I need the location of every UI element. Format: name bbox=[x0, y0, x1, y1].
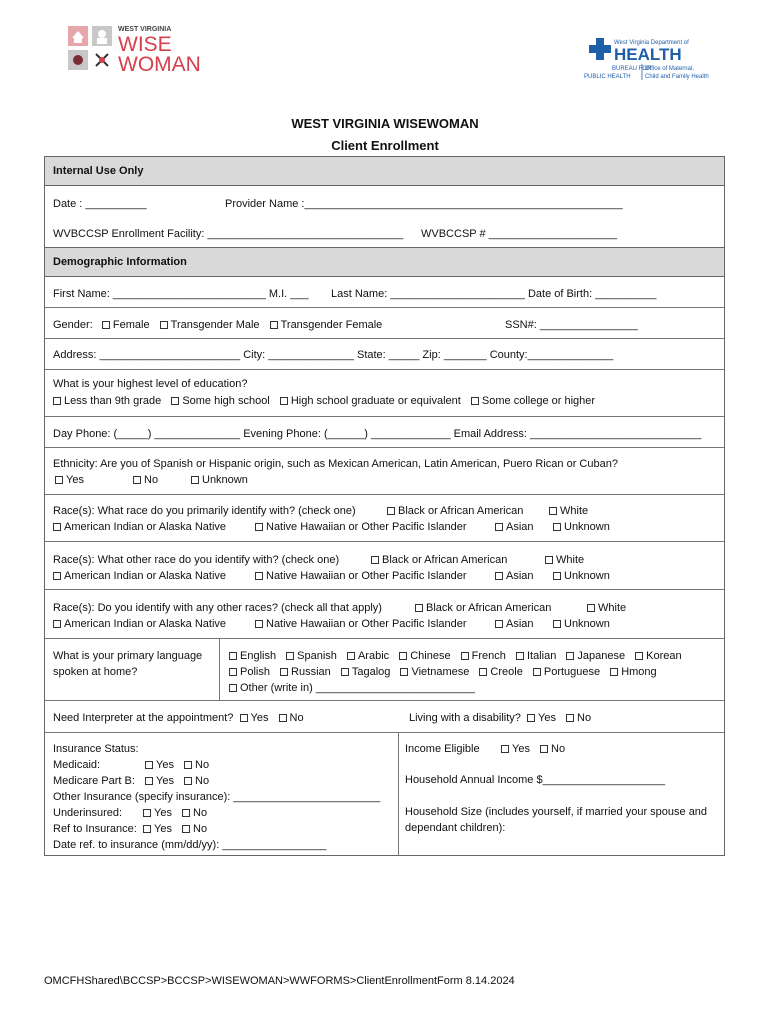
lang-english-checkbox[interactable] bbox=[229, 652, 237, 660]
ref-insurance-no-checkbox[interactable] bbox=[182, 825, 190, 833]
lang-japanese-label: Japanese bbox=[577, 650, 626, 662]
lang-vietnamese-checkbox[interactable] bbox=[400, 668, 408, 676]
interpreter-yes-checkbox[interactable] bbox=[240, 714, 248, 722]
wisewoman-logo bbox=[66, 22, 226, 74]
medicaid-label: Medicaid: bbox=[53, 759, 101, 771]
divider-vertical bbox=[398, 732, 399, 856]
race2-black-option bbox=[371, 553, 507, 567]
race3-nhpi-label: Native Hawaiian or Other Pacific Islander bbox=[266, 618, 467, 630]
race1-black-option bbox=[387, 504, 523, 518]
enrollment-form bbox=[44, 156, 725, 856]
race3-asian-checkbox[interactable] bbox=[495, 620, 503, 628]
disability-no-checkbox[interactable] bbox=[566, 714, 574, 722]
first-name-field[interactable]: First Name: _________________________ M.I. ___ bbox=[53, 288, 309, 300]
lang-russian-label: Russian bbox=[291, 666, 331, 678]
edu-college-checkbox[interactable] bbox=[471, 397, 479, 405]
lang-polish-checkbox[interactable] bbox=[229, 668, 237, 676]
race3-nhpi-option bbox=[255, 617, 467, 631]
edu-hs-grad-checkbox[interactable] bbox=[280, 397, 288, 405]
disability-yes-label: Yes bbox=[538, 712, 556, 724]
race1-aian-checkbox[interactable] bbox=[53, 523, 61, 531]
wisewoman-logo-mark bbox=[66, 22, 226, 74]
race2-aian-checkbox[interactable] bbox=[53, 572, 61, 580]
lang-portuguese-label: Portuguese bbox=[543, 666, 601, 678]
form-title: WEST VIRGINIA WISEWOMAN bbox=[291, 116, 479, 131]
lang-hmong-checkbox[interactable] bbox=[610, 668, 618, 676]
ethnicity-no-label: No bbox=[144, 474, 159, 486]
race2-nhpi-option bbox=[255, 569, 467, 583]
language-question-2: spoken at home? bbox=[53, 666, 138, 678]
edu-less-9th-checkbox[interactable] bbox=[53, 397, 61, 405]
race1-asian-checkbox[interactable] bbox=[495, 523, 503, 531]
ethnicity-no-option bbox=[133, 473, 158, 487]
form-subtitle: Client Enrollment bbox=[331, 138, 439, 153]
language-row-2 bbox=[229, 665, 657, 679]
logo-wise-text: WISE bbox=[118, 33, 172, 56]
race3-black-checkbox[interactable] bbox=[415, 604, 423, 612]
race1-nhpi-option bbox=[255, 520, 467, 534]
race1-white-label: White bbox=[560, 505, 589, 517]
interpreter-no-checkbox[interactable] bbox=[279, 714, 287, 722]
lang-french-checkbox[interactable] bbox=[461, 652, 469, 660]
race3-white-checkbox[interactable] bbox=[587, 604, 595, 612]
lang-italian-label: Italian bbox=[526, 650, 557, 662]
divider bbox=[45, 700, 724, 701]
lang-creole-label: Creole bbox=[490, 666, 523, 678]
language-other-option bbox=[229, 681, 475, 695]
divider bbox=[45, 638, 724, 639]
race-other-question: Race(s): What other race do you identify with? (check one) bbox=[53, 554, 340, 566]
medicare-label: Medicare Part B: bbox=[53, 775, 135, 787]
gender-trans-female-label: Transgender Female bbox=[280, 319, 383, 331]
lang-english-label: English bbox=[240, 650, 277, 662]
education-question: What is your highest level of education? bbox=[53, 378, 248, 390]
disability-no-label: No bbox=[577, 712, 592, 724]
race3-unknown-checkbox[interactable] bbox=[553, 620, 561, 628]
race2-unknown-option bbox=[553, 569, 610, 583]
lang-french-label: French bbox=[471, 650, 506, 662]
race2-black-checkbox[interactable] bbox=[371, 556, 379, 564]
ssn-field[interactable]: SSN#: ________________ bbox=[505, 319, 638, 331]
ethnicity-unknown-option bbox=[191, 473, 248, 487]
race3-unknown-option bbox=[553, 617, 610, 631]
medicaid-yes-checkbox[interactable] bbox=[145, 761, 153, 769]
medicare-yes-checkbox[interactable] bbox=[145, 777, 153, 785]
ethnicity-yes-checkbox[interactable] bbox=[55, 476, 63, 484]
race2-aian-label: American Indian or Alaska Native bbox=[64, 570, 227, 582]
ethnicity-options bbox=[55, 473, 84, 487]
race1-white-option bbox=[549, 504, 588, 518]
race2-aian-option bbox=[53, 569, 226, 583]
ref-insurance-label: Ref to Insurance: bbox=[53, 823, 137, 835]
lang-korean-checkbox[interactable] bbox=[635, 652, 643, 660]
section-demographic: Demographic Information bbox=[45, 247, 724, 277]
lang-creole-checkbox[interactable] bbox=[479, 668, 487, 676]
underinsured-options bbox=[143, 806, 207, 820]
race1-black-checkbox[interactable] bbox=[387, 507, 395, 515]
race3-asian-label: Asian bbox=[506, 618, 534, 630]
ref-insurance-no-label: No bbox=[193, 823, 208, 835]
lang-arabic-label: Arabic bbox=[357, 650, 390, 662]
interpreter-question: Need Interpreter at the appointment? bbox=[53, 712, 234, 724]
address-row[interactable]: Address: _______________________ City: ______________ State: _____ Zip: _______ County:______________ bbox=[53, 349, 614, 361]
lang-portuguese-checkbox[interactable] bbox=[533, 668, 541, 676]
logo-small-text: WEST VIRGINIA bbox=[118, 26, 172, 33]
lang-spanish-checkbox[interactable] bbox=[286, 652, 294, 660]
medicaid-no-checkbox[interactable] bbox=[184, 761, 192, 769]
divider bbox=[45, 369, 724, 370]
lang-tagalog-checkbox[interactable] bbox=[341, 668, 349, 676]
income-eligible-yes-label: Yes bbox=[512, 743, 530, 755]
disability-row bbox=[409, 711, 591, 725]
ref-insurance-yes-label: Yes bbox=[154, 823, 172, 835]
edu-some-hs-checkbox[interactable] bbox=[171, 397, 179, 405]
gender-trans-female-checkbox[interactable] bbox=[270, 321, 278, 329]
lang-other-field[interactable]: Other (write in) __________________________ bbox=[240, 682, 475, 694]
underinsured-no-label: No bbox=[193, 807, 208, 819]
date-ref-insurance-field[interactable]: Date ref. to insurance (mm/dd/yy): _________________ bbox=[53, 839, 327, 851]
household-income-field[interactable]: Household Annual Income $____________________ bbox=[405, 774, 665, 786]
race3-asian-option bbox=[495, 617, 534, 631]
medicaid-yes-label: Yes bbox=[156, 759, 174, 771]
gender-trans-male-checkbox[interactable] bbox=[160, 321, 168, 329]
lang-hmong-label: Hmong bbox=[621, 666, 657, 678]
provider-name-field[interactable]: Provider Name :____________________________________________________ bbox=[225, 198, 623, 210]
logo-office-text-2: Child and Family Health bbox=[645, 74, 709, 80]
race3-black-label: Black or African American bbox=[426, 602, 552, 614]
gender-label: Gender: bbox=[53, 319, 93, 331]
disability-yes-checkbox[interactable] bbox=[527, 714, 535, 722]
race3-aian-checkbox[interactable] bbox=[53, 620, 61, 628]
lang-chinese-label: Chinese bbox=[410, 650, 451, 662]
underinsured-yes-label: Yes bbox=[154, 807, 172, 819]
race1-asian-label: Asian bbox=[506, 521, 534, 533]
race2-asian-checkbox[interactable] bbox=[495, 572, 503, 580]
race3-white-option bbox=[587, 601, 626, 615]
logo-health-text: HEALTH bbox=[614, 45, 682, 64]
race1-nhpi-label: Native Hawaiian or Other Pacific Islander bbox=[266, 521, 467, 533]
lang-italian-checkbox[interactable] bbox=[516, 652, 524, 660]
race1-unknown-checkbox[interactable] bbox=[553, 523, 561, 531]
logo-department-text: West Virginia Department of bbox=[614, 40, 689, 46]
underinsured-label: Underinsured: bbox=[53, 807, 123, 819]
divider bbox=[45, 589, 724, 590]
race2-white-checkbox[interactable] bbox=[545, 556, 553, 564]
medicare-yes-label: Yes bbox=[156, 775, 174, 787]
ref-insurance-yes-checkbox[interactable] bbox=[143, 825, 151, 833]
race3-unknown-label: Unknown bbox=[564, 618, 610, 630]
footer-path: OMCFHShared\BCCSP>BCCSP>WISEWOMAN>WWFORMS>ClientEnrollmentForm 8.14.2024 bbox=[44, 975, 515, 987]
divider bbox=[45, 732, 724, 733]
race3-white-label: White bbox=[598, 602, 627, 614]
underinsured-yes-checkbox[interactable] bbox=[143, 809, 151, 817]
income-eligible-yes-checkbox[interactable] bbox=[501, 745, 509, 753]
race1-black-label: Black or African American bbox=[398, 505, 524, 517]
ethnicity-no-checkbox[interactable] bbox=[133, 476, 141, 484]
race2-nhpi-label: Native Hawaiian or Other Pacific Islander bbox=[266, 570, 467, 582]
interpreter-row bbox=[53, 711, 304, 725]
race2-white-option bbox=[545, 553, 584, 567]
race2-white-label: White bbox=[556, 554, 585, 566]
income-eligible-no-checkbox[interactable] bbox=[540, 745, 548, 753]
date-field[interactable]: Date : __________ bbox=[53, 198, 147, 210]
income-eligible-label: Income Eligible bbox=[405, 743, 480, 755]
lang-chinese-checkbox[interactable] bbox=[399, 652, 407, 660]
medicare-no-label: No bbox=[195, 775, 210, 787]
ethnicity-unknown-checkbox[interactable] bbox=[191, 476, 199, 484]
wv-health-logo-mark bbox=[584, 36, 724, 82]
ethnicity-yes-label: Yes bbox=[66, 474, 84, 486]
language-question-1: What is your primary language bbox=[53, 650, 203, 662]
edu-some-hs-label: Some high school bbox=[182, 395, 270, 407]
section-internal-use: Internal Use Only bbox=[45, 156, 724, 186]
ethnicity-question: Ethnicity: Are you of Spanish or Hispanic origin, such as Mexican American, Latin American, Puero Rican or Cuban? bbox=[53, 458, 618, 470]
medicaid-no-label: No bbox=[195, 759, 210, 771]
household-size-label-1: Household Size (includes yourself, if married your spouse and bbox=[405, 806, 708, 818]
race1-unknown-label: Unknown bbox=[564, 521, 610, 533]
race-primary-question: Race(s): What race do you primarily identify with? (check one) bbox=[53, 505, 356, 517]
household-size-label-2: dependant children): bbox=[405, 822, 506, 834]
race1-aian-label: American Indian or Alaska Native bbox=[64, 521, 227, 533]
medicare-options bbox=[145, 774, 209, 788]
race1-asian-option bbox=[495, 520, 534, 534]
phone-email-row[interactable]: Day Phone: (_____) ______________ Evening Phone: (______) _____________ Email Address: ____________________________ bbox=[53, 428, 702, 440]
race3-aian-option bbox=[53, 617, 226, 631]
lang-other-checkbox[interactable] bbox=[229, 684, 237, 692]
gender-female-label: Female bbox=[112, 319, 150, 331]
ethnicity-unknown-label: Unknown bbox=[202, 474, 248, 486]
interpreter-no-label: No bbox=[289, 712, 304, 724]
race3-black-option bbox=[415, 601, 551, 615]
ref-insurance-options bbox=[143, 822, 207, 836]
race2-black-label: Black or African American bbox=[382, 554, 508, 566]
divider bbox=[45, 338, 724, 339]
divider-vertical bbox=[219, 638, 220, 700]
logo-bureau-text: BUREAU FOR bbox=[612, 66, 652, 72]
lang-russian-checkbox[interactable] bbox=[280, 668, 288, 676]
edu-hs-grad-label: High school graduate or equivalent bbox=[290, 395, 461, 407]
income-eligible-no-label: No bbox=[551, 743, 566, 755]
lang-vietnamese-label: Vietnamese bbox=[411, 666, 470, 678]
gender-female-checkbox[interactable] bbox=[102, 321, 110, 329]
language-row-1 bbox=[229, 649, 682, 663]
wv-health-logo bbox=[584, 36, 724, 82]
medicare-no-checkbox[interactable] bbox=[184, 777, 192, 785]
race2-nhpi-checkbox[interactable] bbox=[255, 572, 263, 580]
race2-asian-label: Asian bbox=[506, 570, 534, 582]
wvbccsp-number-field[interactable]: WVBCCSP # _____________________ bbox=[421, 228, 618, 240]
lang-korean-label: Korean bbox=[646, 650, 682, 662]
lang-spanish-label: Spanish bbox=[297, 650, 337, 662]
logo-public-health-text: PUBLIC HEALTH bbox=[584, 74, 631, 80]
race2-asian-option bbox=[495, 569, 534, 583]
race2-unknown-label: Unknown bbox=[564, 570, 610, 582]
race1-unknown-option bbox=[553, 520, 610, 534]
divider bbox=[45, 416, 724, 417]
medicaid-options bbox=[145, 758, 209, 772]
disability-question: Living with a disability? bbox=[409, 712, 521, 724]
insurance-status-label: Insurance Status: bbox=[53, 743, 139, 755]
lang-arabic-checkbox[interactable] bbox=[347, 652, 355, 660]
underinsured-no-checkbox[interactable] bbox=[182, 809, 190, 817]
edu-less-9th-label: Less than 9th grade bbox=[64, 395, 162, 407]
other-insurance-field[interactable]: Other Insurance (specify insurance): ________________________ bbox=[53, 791, 381, 803]
lang-tagalog-label: Tagalog bbox=[351, 666, 391, 678]
interpreter-yes-label: Yes bbox=[250, 712, 269, 724]
race2-unknown-checkbox[interactable] bbox=[553, 572, 561, 580]
divider bbox=[45, 447, 724, 448]
gender-row bbox=[53, 318, 389, 332]
race1-nhpi-checkbox[interactable] bbox=[255, 523, 263, 531]
last-name-field[interactable]: Last Name: ______________________ Date of Birth: __________ bbox=[331, 288, 657, 300]
race-any-question: Race(s): Do you identify with any other races? (check all that apply) bbox=[53, 602, 382, 614]
lang-japanese-checkbox[interactable] bbox=[566, 652, 574, 660]
logo-office-text: Office of Maternal, bbox=[645, 66, 694, 72]
race1-aian-option bbox=[53, 520, 226, 534]
race1-white-checkbox[interactable] bbox=[549, 507, 557, 515]
race3-aian-label: American Indian or Alaska Native bbox=[64, 618, 227, 630]
divider bbox=[45, 541, 724, 542]
gender-trans-male-label: Transgender Male bbox=[170, 319, 260, 331]
enrollment-facility-field[interactable]: WVBCCSP Enrollment Facility: ________________________________ bbox=[53, 228, 404, 240]
logo-woman-text: WOMAN bbox=[118, 53, 201, 74]
lang-polish-label: Polish bbox=[240, 666, 270, 678]
divider bbox=[45, 494, 724, 495]
divider bbox=[45, 307, 724, 308]
income-eligible-options bbox=[501, 742, 565, 756]
race3-nhpi-checkbox[interactable] bbox=[255, 620, 263, 628]
education-options bbox=[53, 394, 602, 408]
edu-college-label: Some college or higher bbox=[481, 395, 596, 407]
